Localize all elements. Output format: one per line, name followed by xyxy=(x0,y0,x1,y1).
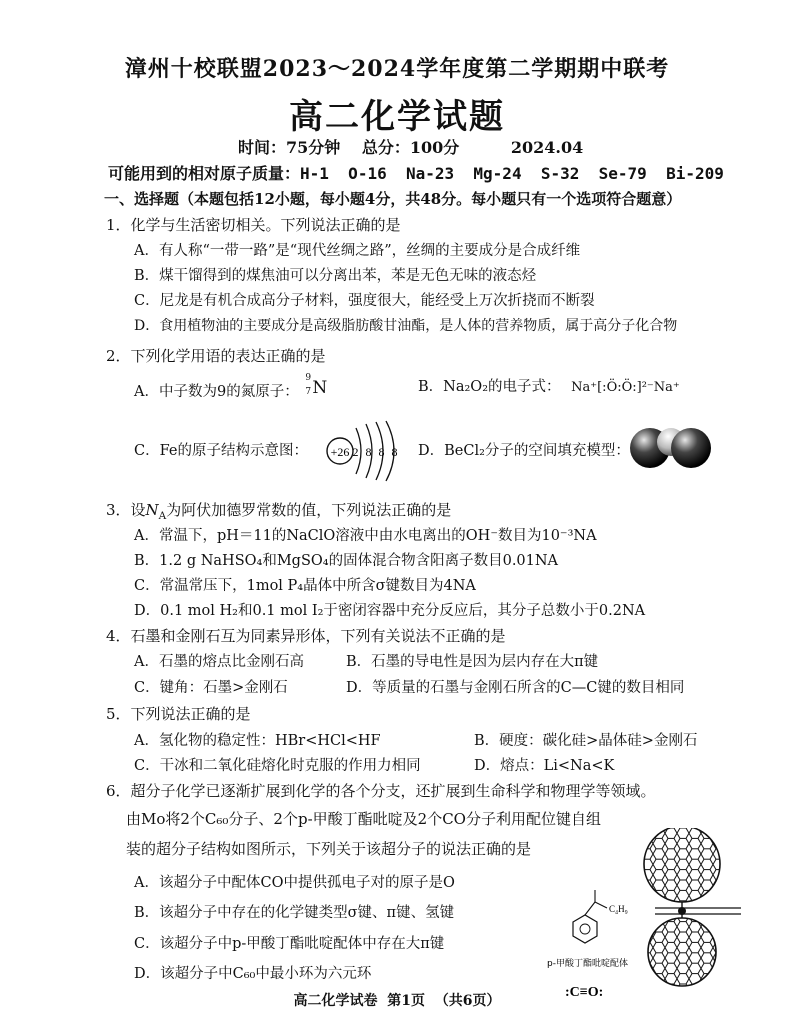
page-footer: 高二化学试卷 第1页 （共6页） xyxy=(293,993,501,1009)
section-heading: 一、选择题（本题包括12小题，每小题4分，共48分。每小题只有一个选项符合题意） xyxy=(104,190,682,208)
q4-option-b: B．石墨的导电性是因为层内存在大π键 xyxy=(346,654,599,670)
mo-atom xyxy=(678,907,686,915)
atomic-masses-values: H-1 O-16 Na-23 Mg-24 S-32 Se-79 Bi-209 xyxy=(300,164,724,183)
cl-atom-right xyxy=(671,428,711,468)
q1-option-b: B．煤干馏得到的煤焦油可以分离出苯，苯是无色无味的液态烃 xyxy=(134,268,537,284)
nuclide-mass-number: 9 xyxy=(305,373,312,383)
q3-option-b: B．1.2 g NaHSO₄和MgSO₄的固体混合物含阳离子数目0.01NA xyxy=(134,553,559,569)
exam-info xyxy=(238,140,599,156)
fe-atomic-structure-diagram xyxy=(322,420,408,482)
q5-option-a: A．氢化物的稳定性：HBr<HCl<HF xyxy=(134,733,381,749)
q6-option-b: B．该超分子中存在的化学键类型σ键、π键、氢键 xyxy=(134,905,455,921)
q5-option-d: D．熔点：Li<Na<K xyxy=(474,758,615,774)
q3-stem-post: 为阿伏加德罗常数的值，下列说法正确的是 xyxy=(166,501,452,519)
q3-option-c: C．常温常压下，1mol P₄晶体中所含σ键数目为4NA xyxy=(134,578,476,594)
q4-stem: 4．石墨和金刚石互为同素异形体，下列有关说法不正确的是 xyxy=(106,627,506,645)
q4-option-a: A．石墨的熔点比金刚石高 xyxy=(134,654,304,670)
q6-option-a: A．该超分子中配体CO中提供孤电子对的原子是O xyxy=(134,875,455,891)
nucleus-charge: +26 xyxy=(330,445,350,459)
q2-option-a xyxy=(134,373,328,400)
q1-option-c: C．尼龙是有机合成高分子材料，强度很大，能经受上万次折挠而不断裂 xyxy=(134,293,595,309)
q2-stem: 2．下列化学用语的表达正确的是 xyxy=(106,347,326,365)
q2-option-d: D．BeCl₂分子的空间填充模型： xyxy=(418,443,630,459)
nuclide-symbol: N xyxy=(312,378,328,398)
q3-option-a: A．常温下，pH＝11的NaClO溶液中由水电离出的OH⁻数目为10⁻³NA xyxy=(134,528,597,544)
q4-option-c: C．键角：石墨>金刚石 xyxy=(134,680,288,696)
nuclide-atomic-number: 7 xyxy=(305,387,312,397)
q3-na-subscript: A xyxy=(158,510,167,522)
q5-option-b: B．硬度：碳化硅>晶体硅>金刚石 xyxy=(474,733,698,749)
q2-option-b-text: B．Na₂O₂的电子式： xyxy=(418,379,561,395)
q6-option-d: D．该超分子中C₆₀中最小环为六元环 xyxy=(134,966,372,982)
q2-option-c: C．Fe的原子结构示意图： xyxy=(134,443,308,459)
q1-option-d: D．食用植物油的主要成分是高级脂肪酸甘油酯，是人体的营养物质，属于高分子化合物 xyxy=(134,318,678,334)
ligand-label: p-甲酸丁酯吡啶配体 xyxy=(547,959,628,969)
exam-time: 时间：75分钟 xyxy=(238,138,341,157)
subject-title: 高二化学试题 xyxy=(289,97,505,137)
q5-option-c: C．干冰和二氧化硅熔化时克服的作用力相同 xyxy=(134,758,421,774)
nitrogen-nuclide xyxy=(303,373,328,400)
q6-stem-line2: 由Mo将2个C₆₀分子、2个p-甲酸丁酯吡啶及2个CO分子利用配位键自组 xyxy=(126,810,601,828)
pyridine-ring xyxy=(573,915,597,943)
q6-stem-line1: 6．超分子化学已逐渐扩展到化学的各个分支，还扩展到生命科学和物理学等领域。 xyxy=(106,782,656,800)
supramolecule-figure xyxy=(545,828,755,998)
atomic-masses-label: 可能用到的相对原子质量： xyxy=(108,164,301,183)
q3-stem xyxy=(106,501,452,522)
q4-option-d: D．等质量的石墨与金刚石所含的C—C键的数目相同 xyxy=(346,680,685,696)
na2o2-electron-formula: Na⁺[:Ö:Ö:]²⁻Na⁺ xyxy=(571,380,680,395)
butyl-group-label: C₄H₉ xyxy=(609,904,628,914)
q3-option-d: D．0.1 mol H₂和0.1 mol I₂于密闭容器中充分反应后，其分子总数小于0.2NA xyxy=(134,603,646,619)
q1-stem: 1．化学与生活密切相关。下列说法正确的是 xyxy=(106,216,401,234)
ester-o-bond xyxy=(595,902,607,908)
q6-option-c: C．该超分子中p-甲酸丁酯吡啶配体中存在大π键 xyxy=(134,936,445,952)
q5-stem: 5．下列说法正确的是 xyxy=(106,705,251,723)
q1-option-a: A．有人称“一带一路”是“现代丝绸之路”，丝绸的主要成分是合成纤维 xyxy=(134,243,581,259)
q2-option-b xyxy=(418,380,680,395)
q3-stem-pre: 3．设 xyxy=(106,501,146,519)
q6-stem-line3: 装的超分子结构如图所示，下列关于该超分子的说法正确的是 xyxy=(126,840,532,858)
ester-bond xyxy=(585,902,595,915)
becl2-space-filling-model xyxy=(628,416,714,476)
pyridine-aromatic-circle xyxy=(580,924,590,934)
q2-option-a-text: A．中子数为9的氮原子： xyxy=(134,384,299,400)
electron-shell-counts: 2 8 8 8 xyxy=(352,445,400,459)
exam-title: 漳州十校联盟2023～2024学年度第二学期期中联考 xyxy=(124,56,670,82)
co-lewis-structure: :C≡O: xyxy=(565,985,604,998)
c60-cage-top xyxy=(644,828,720,902)
q3-na-symbol: N xyxy=(145,501,159,519)
exam-score: 总分：100分 xyxy=(361,138,460,157)
exam-date: 2024.04 xyxy=(510,138,584,157)
atomic-masses xyxy=(108,166,724,182)
c60-cage-bottom xyxy=(648,918,716,986)
